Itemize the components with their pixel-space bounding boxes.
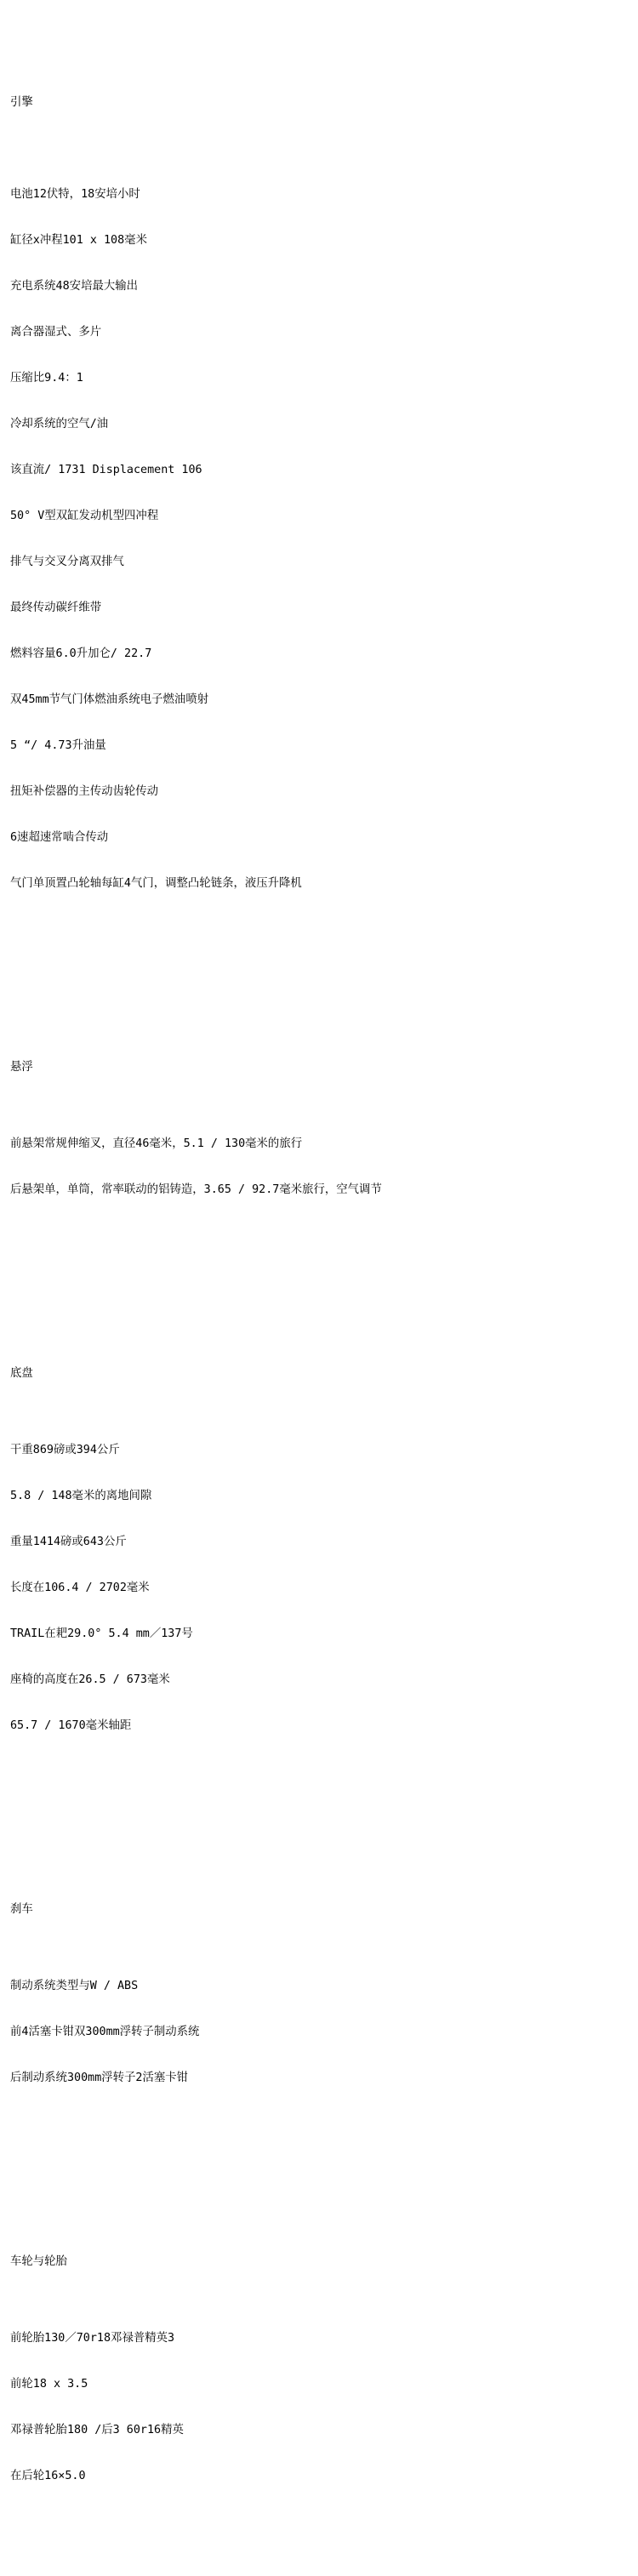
section-body [10,2300,631,2515]
spec-line: 该直流/ 1731 Displacement 106 [10,464,202,476]
spec-line: 充电系统48安培最大输出 [10,280,139,293]
spec-line: 后悬架单，单筒，常率联动的铝铸造，3.65 / 92.7毫米旅行，空气调节 [10,1183,382,1196]
spec-line: 压缩比9.4：1 [10,372,83,385]
spec-line: 5 “/ 4.73升油量 [10,739,106,752]
spec-line: 前悬架常规伸缩叉，直径46毫米，5.1 / 130毫米的旅行 [10,1137,303,1150]
spec-line: 缸径x冲程101 x 108毫米 [10,234,147,247]
spec-line: 气门单顶置凸轮轴每缸4气门，调整凸轮链条，液压升降机 [10,877,302,890]
spec-line: 扭矩补偿器的主传动齿轮传动 [10,785,159,798]
spec-line: 制动系统类型与W / ABS [10,1980,139,1992]
spec-line: 6速超速常啮合传动 [10,831,109,844]
spec-document [10,3,631,2576]
spec-line: 座椅的高度在26.5 / 673毫米 [10,1673,170,1686]
spec-line: 前轮18 x 3.5 [10,2378,88,2391]
section-body [10,157,631,922]
section-wheels-tires [10,2224,631,2545]
spec-line: 后制动系统300mm浮转子2活塞卡钳 [10,2072,189,2084]
spec-line: 50° V型双缸发动机型四冲程 [10,510,159,522]
spec-line: 邓禄普轮胎180 /后3 60r16精英 [10,2424,184,2436]
section-body [10,1412,631,1764]
spec-line: 5.8 / 148毫米的离地间隙 [10,1490,152,1502]
spec-line: 燃料容量6.0升加仑/ 22.7 [10,647,152,660]
section-body [10,1106,631,1228]
spec-line: 长度在106.4 / 2702毫米 [10,1582,150,1594]
spec-line: 重量1414磅或643公斤 [10,1536,127,1548]
spec-line: 最终传动碳纤维带 [10,601,102,614]
spec-line: 干重869磅或394公斤 [10,1444,120,1456]
spec-line: 前轮胎130／70r18邓禄普精英3 [10,2332,175,2345]
section-heading: 引擎 [10,96,33,109]
section-chassis [10,1336,631,1795]
spec-line: 前4活塞卡钳双300mm浮转子制动系统 [10,2026,200,2038]
section-heading: 刹车 [10,1903,33,1916]
spec-line: 在后轮16×5.0 [10,2470,86,2482]
spec-line: 双45mm节气门体燃油系统电子燃油喷射 [10,693,209,706]
spec-line: 冷却系统的空气/油 [10,418,109,430]
section-heading: 悬浮 [10,1061,33,1074]
section-body [10,1948,631,2117]
spec-line: 65.7 / 1670毫米轴距 [10,1719,132,1732]
section-engine [10,65,631,953]
section-brakes [10,1872,631,2147]
spec-line: 排气与交叉分离双排气 [10,556,124,568]
spec-line: TRAIL在耙29.0° 5.4 mm／137号 [10,1627,193,1640]
section-heading: 车轮与轮胎 [10,2255,67,2268]
spec-line: 电池12伏特，18安培小时 [10,188,140,201]
spec-line: 离合器湿式、多片 [10,326,102,339]
section-heading: 底盘 [10,1367,33,1380]
section-suspension [10,1029,631,1259]
